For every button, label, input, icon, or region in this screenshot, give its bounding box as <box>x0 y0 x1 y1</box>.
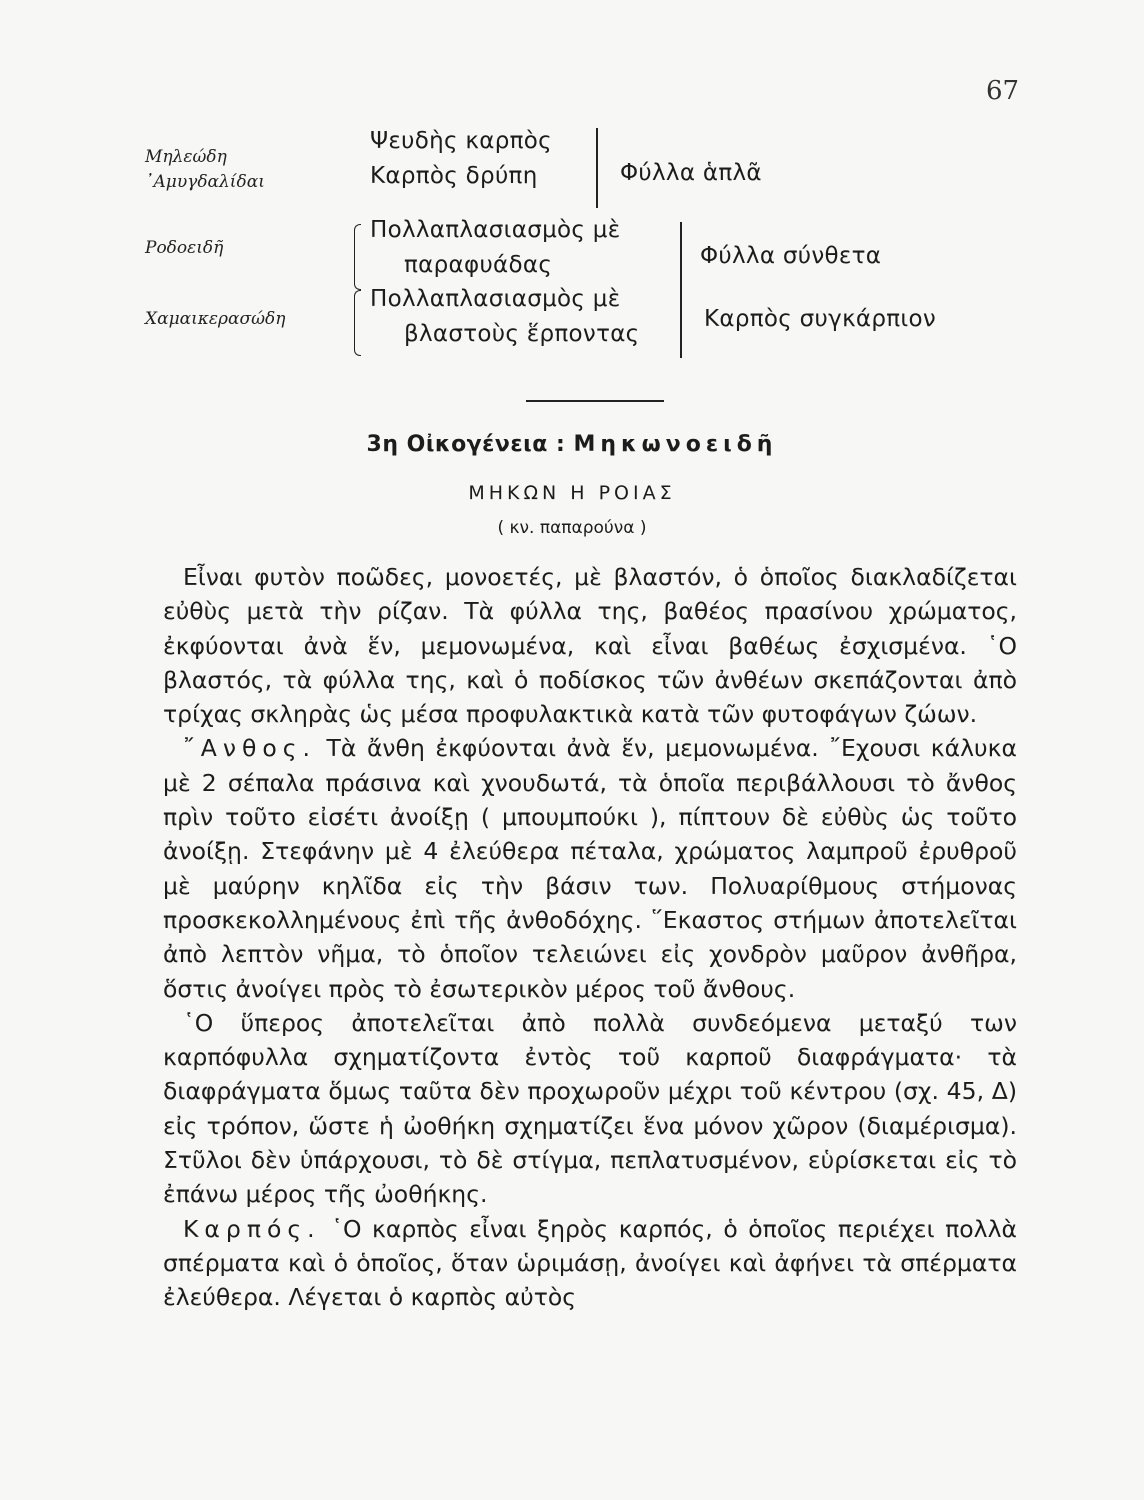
body-text <box>163 560 1017 1315</box>
feature-compound-leaves: Φύλλα σύνθετα <box>700 243 882 269</box>
paragraph <box>163 731 1017 1005</box>
family-name: Μηκωνοειδῆ <box>573 432 778 457</box>
feature-simple-leaves: Φύλλα ἁπλᾶ <box>620 160 762 186</box>
species-heading: ΜΗΚΩΝ Η ΡΟΙΑΣ <box>468 482 676 504</box>
paragraph <box>163 560 1017 731</box>
left-brace <box>354 224 361 290</box>
fruit-type-2: Καρπὸς δρύπη <box>370 163 538 189</box>
multiplication-2-line-2: βλαστοὺς ἕρποντας <box>404 321 640 347</box>
family-label-4: Χαμαικερασώδη <box>145 309 286 329</box>
feature-syncarp-fruit: Καρπὸς συγκάρπιον <box>704 306 937 332</box>
paragraph <box>163 1006 1017 1212</box>
family-label: 3η Οἰκογένεια : <box>366 432 566 457</box>
page-number: 67 <box>986 76 1020 106</box>
paragraph-text: ῾Ο ὕπερος ἀποτελεῖται ἀπὸ πολλὰ συνδεόμενα μεταξύ των καρπόφυλλα σχηματίζοντα ἐντὸς τοῦ καρποῦ διαφράγματα· τὰ διαφράγματα ὅμως ταῦτα δὲν προχωροῦν μέχρι τοῦ κέντρου (σχ. 45, Δ) εἰς τρόπον, ὥστε ἡ ὠοθήκη σχηματίζει ἕνα μόνον χῶρον (διαμέρισμα). Στῦλοι δὲν ὑπάρχουσι, τὸ δὲ στίγμα, πεπλατυσμένον, εὑρίσκεται εἰς τὸ ἐπάνω μέρος τῆς ὠοθήκης. <box>163 1008 1017 1209</box>
divider-line <box>596 128 598 208</box>
paragraph-text: Τὰ ἄνθη ἐκφύονται ἀνὰ ἕν, μεμονωμένα. ῎Εχουσι κάλυκα μὲ 2 σέπαλα πράσινα καὶ χνουδωτά, τὰ ὁποῖα περιβάλλουσι τὸ ἄνθος πρὶν τοῦτο εἰσέτι ἀνοίξῃ ( μπουμπούκι ), πίπτουν δὲ εὐθὺς ὡς τοῦτο ἀνοίξῃ. Στεφάνην μὲ 4 ἐλεύθερα πέταλα, χρώματος λαμπροῦ ἐρυθροῦ μὲ μαύρην κηλῖδα εἰς τὴν βάσιν των. Πολυαρίθμους στήμονας προσκεκολλημένους ἐπὶ τῆς ἀνθοδόχης. ῞Εκαστος στήμων ἀποτελεῖται ἀπὸ λεπτὸν νῆμα, τὸ ὁποῖον τελειώνει εἰς χονδρὸν μαῦρον ἀνθῆρα, ὅστις ἀνοίγει πρὸς τὸ ἐσωτερικὸν μέρος τοῦ ἄνθους. <box>163 734 1017 1003</box>
family-label-1: Μηλεώδη <box>145 147 227 167</box>
paragraph-text: Εἶναι φυτὸν ποῶδες, μονοετές, μὲ βλαστόν, ὁ ὁποῖος διακλαδίζεται εὐθὺς μετὰ τὴν ρίζαν. Τὰ φύλλα της, βαθέος πρασίνου χρώματος, ἐκφύονται ἀνὰ ἕν, μεμονωμένα, καὶ εἶναι βαθέως ἐσχισμένα. ῾Ο βλαστός, τὰ φύλλα της, καὶ ὁ ποδίσκος τῶν ἀνθέων σκεπάζονται ἀπὸ τρίχας σκληρὰς ὡς μέσα προφυλακτικὰ κατὰ τῶν φυτοφάγων ζώων. <box>163 563 1017 729</box>
family-heading <box>0 432 1144 457</box>
multiplication-1-line-1: Πολλαπλασιασμὸς μὲ <box>370 217 621 243</box>
section-divider <box>526 400 664 402</box>
fruit-type-1: Ψευδὴς καρπὸς <box>370 128 552 154</box>
multiplication-1-line-2: παραφυάδας <box>404 252 553 278</box>
divider-line <box>680 222 682 358</box>
multiplication-2-line-1: Πολλαπλασιασμὸς μὲ <box>370 286 621 312</box>
common-name: ( κν. παπαρούνα ) <box>497 518 647 538</box>
paragraph-lead: ῎Ανθος. <box>183 734 316 763</box>
paragraph-text: ῾Ο καρπὸς εἶναι ξηρὸς καρπός, ὁ ὁποῖος περιέχει πολλὰ σπέρματα καὶ ὁ ὁποῖος, ὅταν ὡριμάσῃ, ἀνοίγει καὶ ἀφήνει τὰ σπέρματα ἐλεύθερα. Λέγεται ὁ καρπὸς αὐτὸς <box>163 1214 1017 1312</box>
family-label-3: Ροδοειδῆ <box>145 238 224 258</box>
paragraph <box>163 1212 1017 1315</box>
left-brace <box>354 290 361 356</box>
paragraph-lead: Καρπός. <box>183 1214 321 1243</box>
family-label-2: ᾿Αμυγδαλίδαι <box>145 172 265 192</box>
